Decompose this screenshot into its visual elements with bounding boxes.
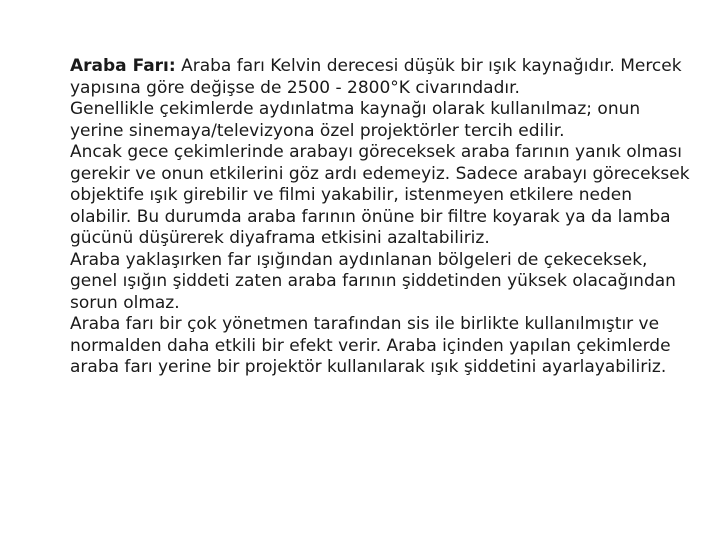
paragraph-4: Araba yaklaşırken far ışığından aydınlanan bölgeleri de çekeceksek, genel ışığın şiddeti zaten araba farının şiddetinden yüksek olacağından sorun olmaz. [70, 249, 676, 313]
paragraph-3: Ancak gece çekimlerinde arabayı göreceksek araba farının yanık olması gerekir ve onun etkilerini göz ardı edemeyiz. Sadece arabayı göreceksek objektife ışık girebilir ve filmi yakabilir, istenmeyen etkilere neden olabilir. Bu durumda araba farının önüne bir filtre koyarak ya da lamba gücünü düşürerek diyaframa etkisini azaltabiliriz. [70, 142, 690, 248]
paragraph-5: Araba farı bir çok yönetmen tarafından sis ile birlikte kullanılmıştır ve normalden daha etkili bir efekt verir. Araba içinden yapılan çekimlerde araba farı yerine bir projektör kullanılarak ışık şiddetini ayarlayabiliriz. [70, 314, 671, 377]
paragraph-2: Genellikle çekimlerde aydınlatma kaynağı olarak kullanılmaz; onun yerine sinemaya/televizyona özel projektörler tercih edilir. [70, 99, 641, 141]
slide-heading: Araba Farı: [70, 56, 176, 76]
paragraph-1 [70, 56, 690, 99]
paragraph-1-text: Araba farı Kelvin derecesi düşük bir ışık kaynağıdır. Mercek yapısına göre değişse de 2500 - 2800°K civarındadır. [70, 56, 682, 98]
slide-text-body [70, 56, 690, 379]
